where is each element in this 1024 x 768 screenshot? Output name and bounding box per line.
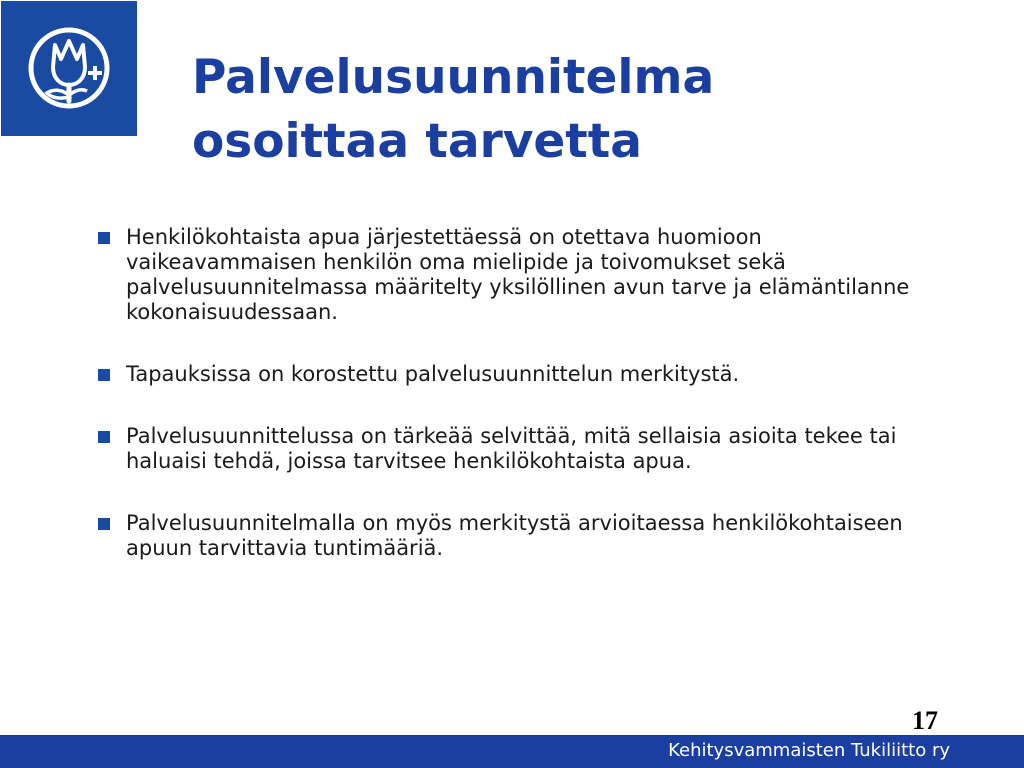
bullet-item [96, 362, 956, 387]
bullet-item [96, 225, 956, 325]
square-bullet-icon [98, 518, 110, 530]
bullet-item [96, 424, 956, 474]
slide-title-line-2: osoittaa tarvetta [192, 114, 642, 169]
footer-organization-name: Kehitysvammaisten Tukiliitto ry [668, 740, 950, 761]
organization-logo [1, 1, 137, 136]
bullet-item [96, 511, 956, 561]
bullet-text: Henkilökohtaista apua järjestettäessä on otettava huomioon vaikeavammaisen henkilön oma mielipide ja toivomukset sekä palvelusuunnitelmassa määritelty yksilöllinen avun tarve ja elämäntilanne kokonaisuudessaan. [126, 225, 910, 324]
footer-bar [0, 735, 1024, 768]
tulip-cross-emblem-icon [25, 23, 113, 113]
bullet-text: Palvelusuunnittelussa on tärkeää selvittää, mitä sellaisia asioita tekee tai haluaisi tehdä, joissa tarvitsee henkilökohtaista apua. [126, 424, 897, 473]
slide-title-line-1: Palvelusuunnitelma [192, 50, 715, 105]
page-number: 17 [912, 706, 938, 735]
bullet-text: Palvelusuunnitelmalla on myös merkitystä arvioitaessa henkilökohtaiseen apuun tarvittavia tuntimääriä. [126, 511, 903, 560]
slide-title [192, 46, 714, 174]
square-bullet-icon [98, 431, 110, 443]
bullet-list [96, 225, 956, 598]
square-bullet-icon [98, 232, 110, 244]
square-bullet-icon [98, 369, 110, 381]
bullet-text: Tapauksissa on korostettu palvelusuunnittelun merkitystä. [126, 362, 740, 386]
